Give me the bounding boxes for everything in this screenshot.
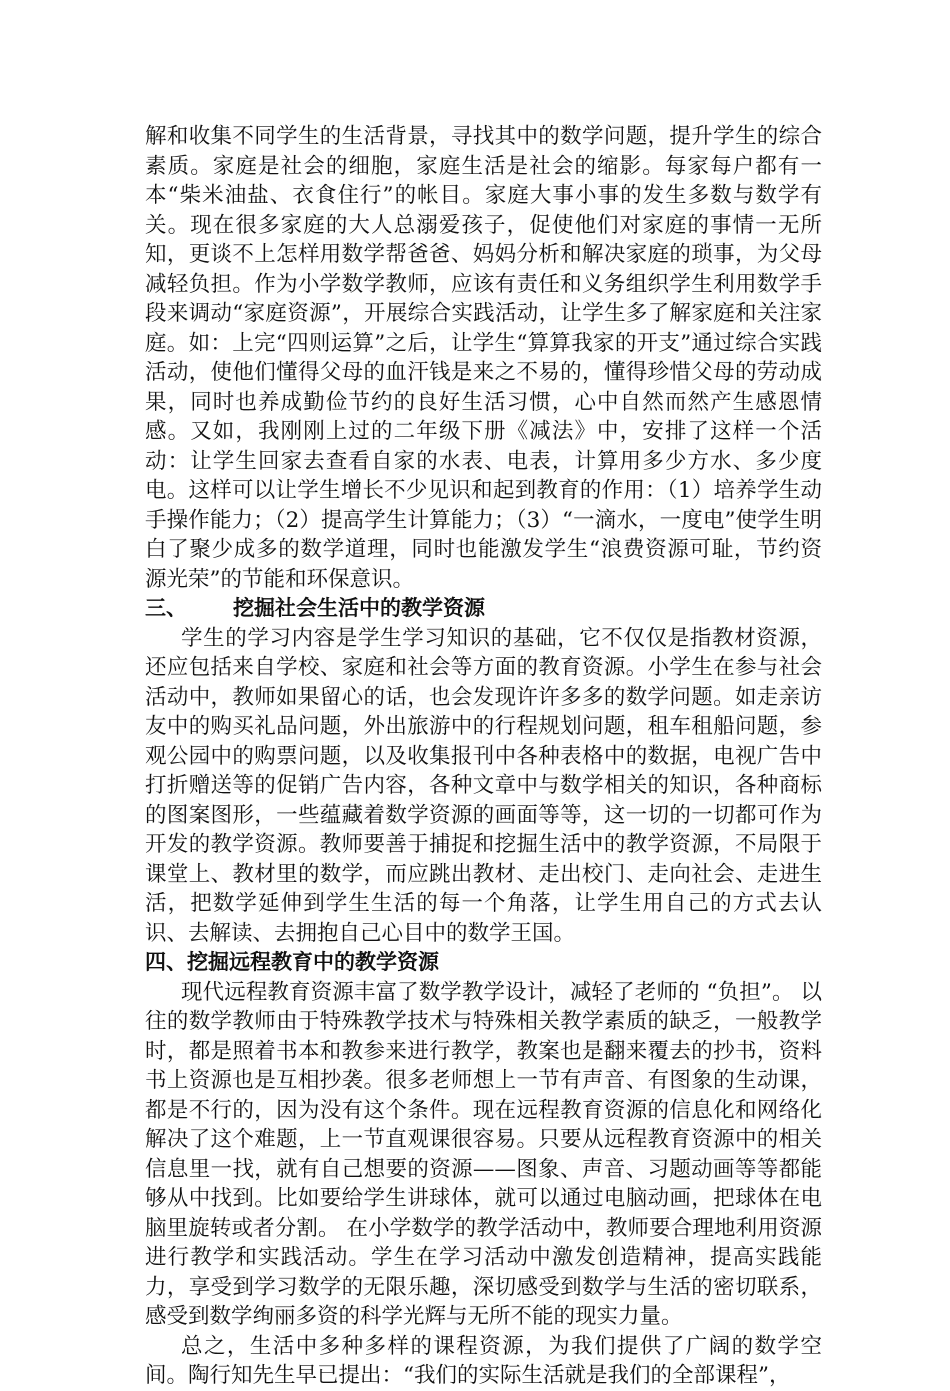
paragraph-social-resources: 学生的学习内容是学生学习知识的基础，它不仅仅是指教材资源，还应包括来自学校、家庭和社会等方面的教育资源。小学生在参与社会活动中，教师如果留心的话，也会发现许许多多的数学问题。如走亲访友中的购买礼品问题，外出旅游中的行程规划问题，租车租船问题，参观公园中的购票问题，以及收集报刊中各种表格中的数据，电视广告中打折赠送等的促销广告内容，各种文章中与数学相关的知识，各种商标的图案图形，一些蕴藏着数学资源的画面等等，这一切的一切都可作为开发的教学资源。教师要善于捕捉和挖掘生活中的教学资源，不局限于课堂上、教材里的数学，而应跳出教材、走出校门、走向社会、走进生活，把数学延伸到学生生活的每一个角落，让学生用自己的方式去认识、去解读、去拥抱自己心目中的数学王国。 <box>145 625 822 946</box>
section-number: 三、 <box>145 596 187 620</box>
section-heading-4: 四、挖掘远程教育中的教学资源 <box>145 950 439 974</box>
document-page <box>145 122 822 1391</box>
section-heading-3 <box>145 594 822 624</box>
paragraph-conclusion: 总之，生活中多种多样的课程资源，为我们提供了广阔的数学空间。陶行知先生早已提出：“我们的实际生活就是我们的全部课程”， <box>145 1333 822 1388</box>
paragraph-remote-education: 现代远程教育资源丰富了数学教学设计，减轻了老师的 “负担”。 以往的数学教师由于特殊教学技术与特殊相关教学素质的缺乏，一般教学时，都是照着书本和教参来进行教学，教案也是翻来覆去的抄书，资料书上资源也是互相抄袭。很多老师想上一节有声音、有图象的生动课，都是不行的，因为没有这个条件。现在远程教育资源的信息化和网络化解决了这个难题，上一节直观课很容易。只要从远程教育资源中的相关信息里一找，就有自己想要的资源——图象、声音、习题动画等等都能够从中找到。比如要给学生讲球体，就可以通过电脑动画，把球体在电脑里旋转或者分割。 在小学数学的教学活动中，教师要合理地利用资源进行教学和实践活动。学生在学习活动中激发创造精神，提高实践能力，享受到学习数学的无限乐趣，深切感受到数学与生活的密切联系，感受到数学绚丽多资的科学光辉与无所不能的现实力量。 <box>145 979 822 1329</box>
section-title: 挖掘社会生活中的教学资源 <box>233 596 485 620</box>
paragraph-family-resources: 解和收集不同学生的生活背景，寻找其中的数学问题，提升学生的综合素质。家庭是社会的细胞，家庭生活是社会的缩影。每家每户都有一 本“柴米油盐、衣食住行”的帐目。家庭大事小事的发生多数与数学有关。现在很多家庭的大人总溺爱孩子，促使他们对家庭的事情一无所知，更谈不上怎样用数学帮爸爸、妈妈分析和解决家庭的琐事，为父母减轻负担。作为小学数学教师，应该有责任和义务组织学生利用数学手段来调动“家庭资源”，开展综合实践活动，让学生多了解家庭和关注家庭。如：上完“四则运算”之后，让学生“算算我家的开支”通过综合实践活动，使他们懂得父母的血汗钱是来之不易的，懂得珍惜父母的劳动成果，同时也养成勤俭节约的良好生活习惯，心中自然而然产生感恩情感。又如，我刚刚上过的二年级下册《减法》中，安排了这样一个活动：让学生回家去查看自家的水表、电表，计算用多少方水、多少度电。这样可以让学生增长不少见识和起到教育的作用：（1）培养学生动手操作能力；（2）提高学生计算能力；（3）“一滴水，一度电”使学生明白了聚少成多的数学道理，同时也能激发学生“浪费资源可耻，节约资源光荣”的节能和环保意识。 <box>145 124 822 592</box>
